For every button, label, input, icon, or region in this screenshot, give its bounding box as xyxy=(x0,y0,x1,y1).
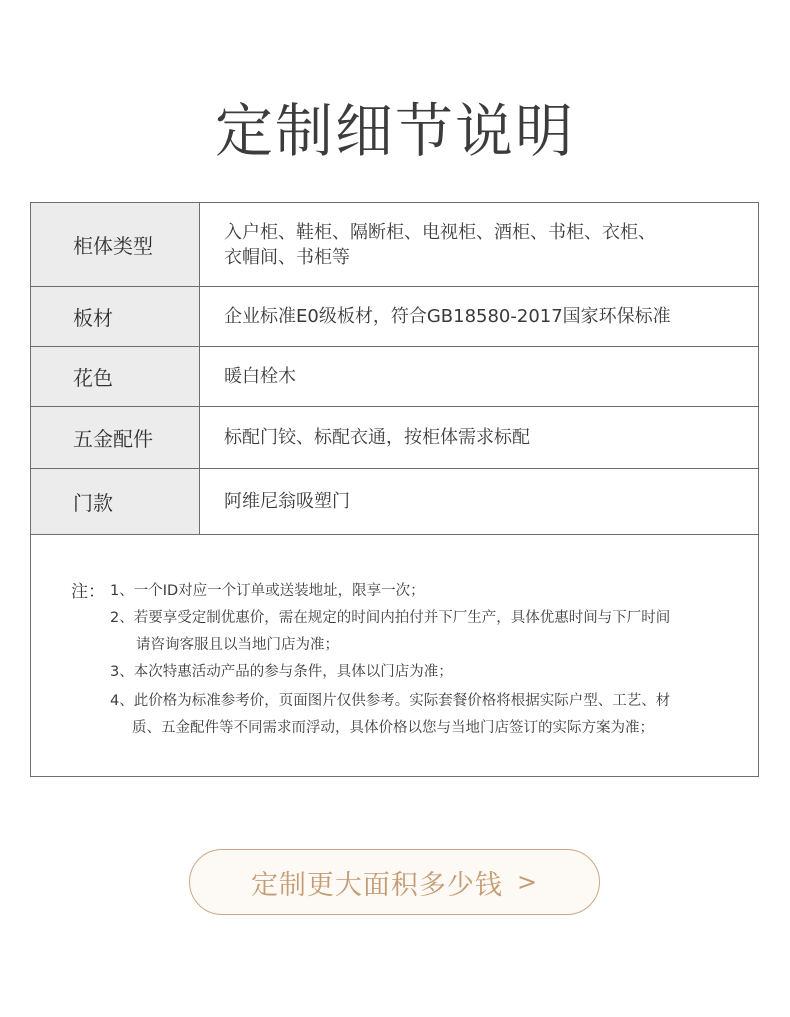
value-line: 入户柜、鞋柜、隔断柜、电视柜、酒柜、书柜、衣柜、 xyxy=(224,221,656,243)
note-item-2-cont: 请咨询客服且以当地门店为准； xyxy=(136,637,339,653)
note-item-4-cont: 质、五金配件等不同需求而浮动，具体价格以您与当地门店签订的实际方案为准； xyxy=(132,720,654,736)
row-value-board xyxy=(200,287,759,347)
row-label-board: 板材 xyxy=(31,287,200,347)
row-value-cabinet-type xyxy=(200,203,759,287)
note-item-4: 4、此价格为标准参考价，页面图片仅供参考。实际套餐价格将根据实际户型、工艺、材 xyxy=(110,693,671,709)
page-title: 定制细节说明 xyxy=(214,97,575,165)
table-row xyxy=(31,347,759,407)
value-line: 阿维尼翁吸塑门 xyxy=(224,491,350,512)
value-line: 衣帽间、书柜等 xyxy=(224,246,350,268)
note-item-3: 3、本次特惠活动产品的参与条件，具体以门店为准； xyxy=(110,664,453,680)
table-row xyxy=(31,287,759,347)
row-value-color xyxy=(200,347,759,407)
row-label-cabinet-type: 柜体类型 xyxy=(31,203,200,287)
table-row xyxy=(31,203,759,287)
notes-box xyxy=(30,533,759,777)
value-line: 暖白栓木 xyxy=(224,366,296,387)
note-item-2: 2、若要享受定制优惠价，需在规定的时间内拍付并下厂生产，具体优惠时间与下厂时间 xyxy=(110,610,671,626)
table-row xyxy=(31,469,759,535)
row-label-door: 门款 xyxy=(31,469,200,535)
note-item-1: 1、一个ID对应一个订单或送装地址，限享一次； xyxy=(110,583,425,599)
price-inquiry-button[interactable] xyxy=(189,849,600,915)
table-row xyxy=(31,407,759,469)
value-line: 标配门铰、标配衣通，按柜体需求标配 xyxy=(224,427,530,448)
row-value-door xyxy=(200,469,759,535)
value-line: 企业标准E0级板材，符合GB18580-2017国家环保标准 xyxy=(224,306,671,327)
notes-prefix: 注： xyxy=(71,582,105,602)
chevron-right-icon: > xyxy=(516,868,539,896)
spec-table xyxy=(30,202,759,535)
row-value-hardware xyxy=(200,407,759,469)
price-inquiry-label: 定制更大面积多少钱 xyxy=(250,869,503,901)
row-label-hardware: 五金配件 xyxy=(31,407,200,469)
row-label-color: 花色 xyxy=(31,347,200,407)
